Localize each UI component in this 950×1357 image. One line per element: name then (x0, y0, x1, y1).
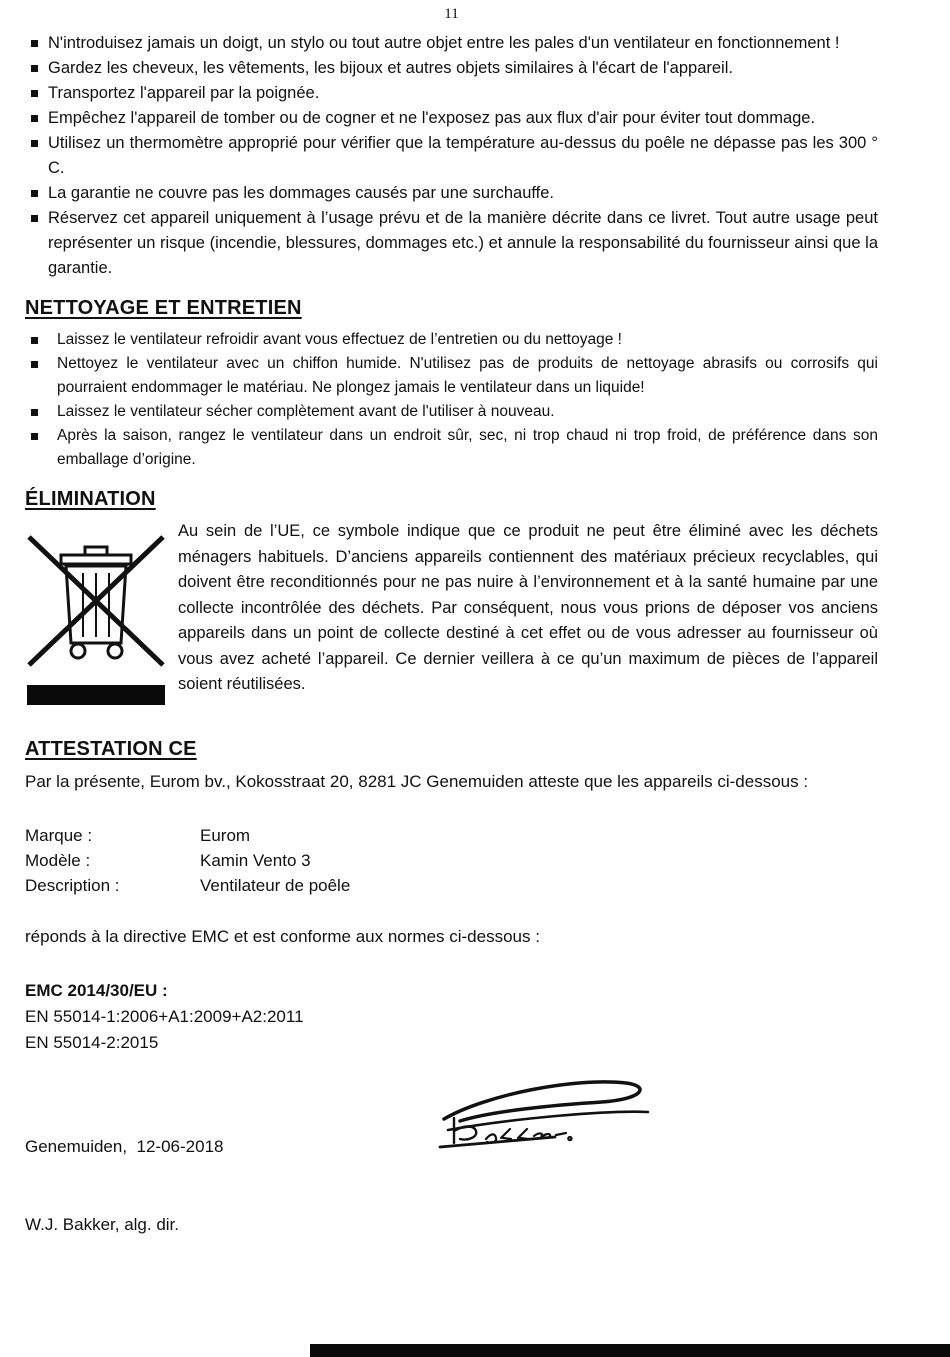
standard-line: EN 55014-2:2015 (25, 1033, 159, 1052)
square-bullet-icon (31, 361, 38, 368)
spec-row (25, 848, 878, 873)
list-item-text: Gardez les cheveux, les vêtements, les bijoux et autres objets similaires à l'écart de l'appareil. (48, 59, 733, 77)
standard-line: EN 55014-1:2006+A1:2009+A2:2011 (25, 1007, 304, 1026)
section-heading-cleaning: NETTOYAGE ET ENTRETIEN (25, 297, 302, 319)
spec-row (25, 823, 878, 848)
square-bullet-icon (31, 140, 38, 147)
spec-value: Eurom (200, 826, 251, 845)
bottom-scan-bar (310, 1344, 950, 1357)
cleaning-list (25, 328, 878, 472)
section-heading-disposal: ÉLIMINATION (25, 488, 156, 510)
signature-block (25, 1082, 878, 1234)
list-item-text: La garantie ne couvre pas les dommages causés par une surchauffe. (48, 184, 555, 202)
page-number: 11 (444, 6, 459, 22)
spec-label: Description : (25, 876, 120, 895)
square-bullet-icon (31, 190, 38, 197)
list-item (25, 31, 878, 56)
signatory-name: W.J. Bakker, alg. dir. (25, 1215, 180, 1234)
list-item (25, 106, 878, 131)
list-item (25, 131, 878, 181)
list-item-text: N'introduisez jamais un doigt, un stylo ou tout autre objet entre les pales d'un ventilateur en fonctionnement ! (48, 34, 840, 52)
list-item-text: Réservez cet appareil uniquement à l’usage prévu et de la manière décrite dans ce livret. Tout autre usage peut représenter un risque (incendie, blessures, dommages etc.) et annule la responsabilité du fournisseur ainsi que la garantie. (48, 209, 878, 277)
list-item-text: Laissez le ventilateur refroidir avant vous effectuez de l’entretien ou du nettoyage ! (57, 331, 622, 348)
square-bullet-icon (31, 115, 38, 122)
square-bullet-icon (31, 90, 38, 97)
spec-table (25, 823, 878, 898)
square-bullet-icon (31, 409, 38, 416)
square-bullet-icon (31, 65, 38, 72)
conformity-text: réponds à la directive EMC et est conforme aux normes ci-dessous : (25, 927, 540, 946)
list-item (25, 424, 878, 472)
place-date: Genemuiden, 12-06-2018 (25, 1137, 224, 1156)
attestation-intro: Par la présente, Eurom bv., Kokosstraat 20, 8281 JC Genemuiden atteste que les appareils ci-dessous : (25, 772, 809, 791)
spec-label: Modèle : (25, 851, 91, 870)
list-item-text: Transportez l'appareil par la poignée. (48, 84, 320, 102)
list-item-text: Utilisez un thermomètre approprié pour vérifier que la température au-dessus du poêle ne dépasse pas les 300 ° C. (48, 134, 878, 177)
signature-icon (430, 1073, 675, 1160)
emc-directive-heading: EMC 2014/30/EU : (25, 981, 168, 1000)
list-item (25, 56, 878, 81)
list-item (25, 81, 878, 106)
list-item-text: Après la saison, rangez le ventilateur dans un endroit sûr, sec, ni trop chaud ni trop froid, de préférence dans son emballage d’origine. (57, 427, 878, 468)
spec-label: Marque : (25, 826, 93, 845)
list-item-text: Nettoyez le ventilateur avec un chiffon humide. N'utilisez pas de produits de nettoyage abrasifs ou corrosifs qui pourraient endommager le matériau. Ne plongez jamais le ventilateur dans un liquide! (57, 355, 878, 396)
list-item (25, 352, 878, 400)
list-item-text: Laissez le ventilateur sécher complètement avant de l'utiliser à nouveau. (57, 403, 555, 420)
square-bullet-icon (31, 40, 38, 47)
list-item (25, 400, 878, 424)
weee-crossed-out-bin-icon (25, 519, 178, 714)
spec-value: Ventilateur de poêle (200, 876, 351, 895)
list-item (25, 328, 878, 352)
disposal-section (25, 519, 878, 714)
list-item (25, 206, 878, 281)
square-bullet-icon (31, 433, 38, 440)
square-bullet-icon (31, 337, 38, 344)
list-item (25, 181, 878, 206)
spec-value: Kamin Vento 3 (200, 851, 311, 870)
spec-row (25, 873, 878, 898)
section-heading-attestation: ATTESTATION CE (25, 738, 197, 760)
list-item-text: Empêchez l'appareil de tomber ou de cogner et ne l'exposez pas aux flux d'air pour éviter tout dommage. (48, 109, 816, 127)
safety-list (25, 31, 878, 281)
disposal-paragraph: Au sein de l’UE, ce symbole indique que ce produit ne peut être éliminé avec les déchets ménagers habituels. D’anciens appareils contiennent des matériaux précieux recyclables, qui doivent être reconditionnés pour ne pas nuire à l’environnement et à la santé humaine par une collecte incontrôlée des déchets. Par conséquent, nous vous prions de déposer vos anciens appareils dans un point de collecte destiné à cet effet ou de vous adresser au fournisseur où vous avez acheté l’appareil. Ce dernier veillera à ce qu’un maximum de pièces de l’appareil soient réutilisées. (178, 522, 878, 693)
square-bullet-icon (31, 215, 38, 222)
